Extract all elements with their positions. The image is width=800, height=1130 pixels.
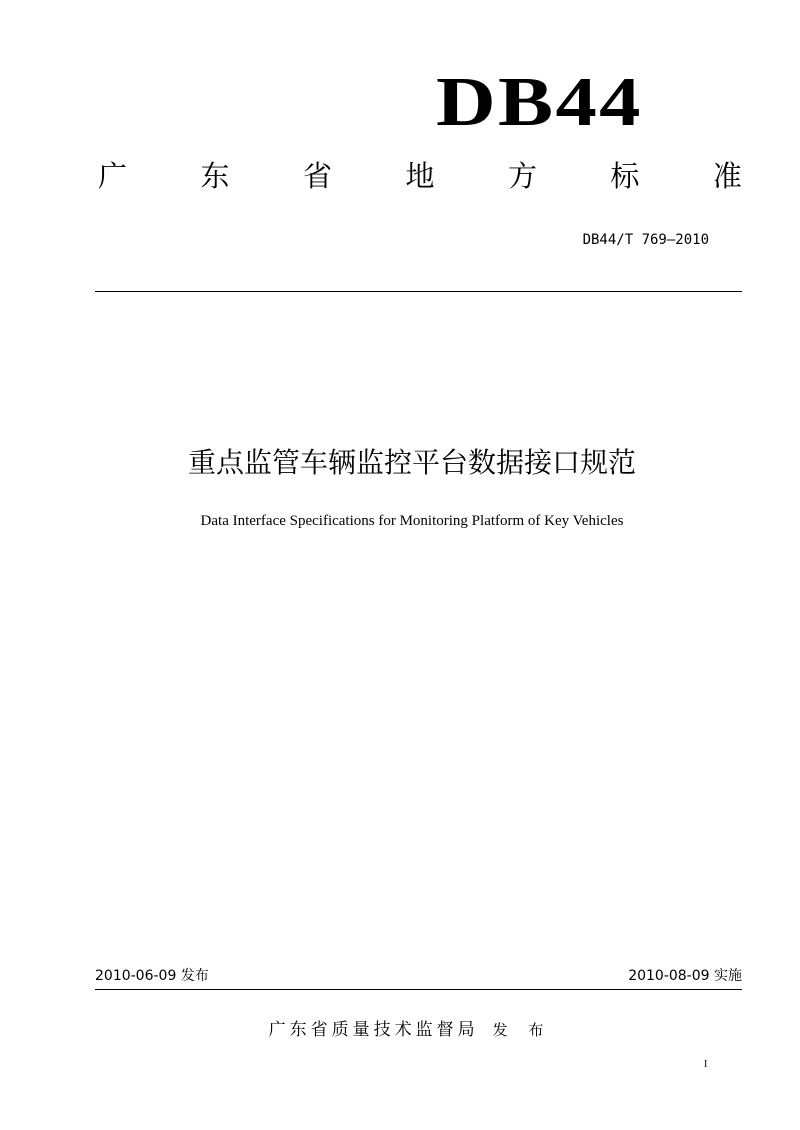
- publisher-line: [0, 1020, 800, 1040]
- page-number: I: [704, 1059, 708, 1070]
- issue-date: 2010-06-09 发布: [95, 968, 209, 984]
- implementation-date: 2010-08-09 实施: [628, 968, 742, 984]
- standard-type-heading: [98, 159, 742, 193]
- document-title-english: Data Interface Specifications for Monitoring Platform of Key Vehicles: [200, 513, 624, 529]
- standard-type-char: 准: [712, 159, 742, 193]
- standard-type-char: 地: [405, 159, 435, 193]
- standard-number: DB44/T 769—2010: [582, 232, 709, 248]
- standard-type-char: 标: [610, 159, 640, 193]
- standard-type-char: 广: [98, 159, 128, 193]
- document-title-chinese: 重点监管车辆监控平台数据接口规范: [187, 446, 636, 479]
- publisher-action: 发 布: [492, 1021, 552, 1039]
- header-divider: [95, 291, 742, 292]
- db44-logo: DB44: [436, 64, 643, 141]
- publisher-name: 广东省质量技术监督局: [268, 1020, 479, 1040]
- standard-type-char: 东: [200, 159, 230, 193]
- standard-type-char: 方: [507, 159, 537, 193]
- standard-type-char: 省: [302, 159, 332, 193]
- footer-divider: [95, 989, 742, 990]
